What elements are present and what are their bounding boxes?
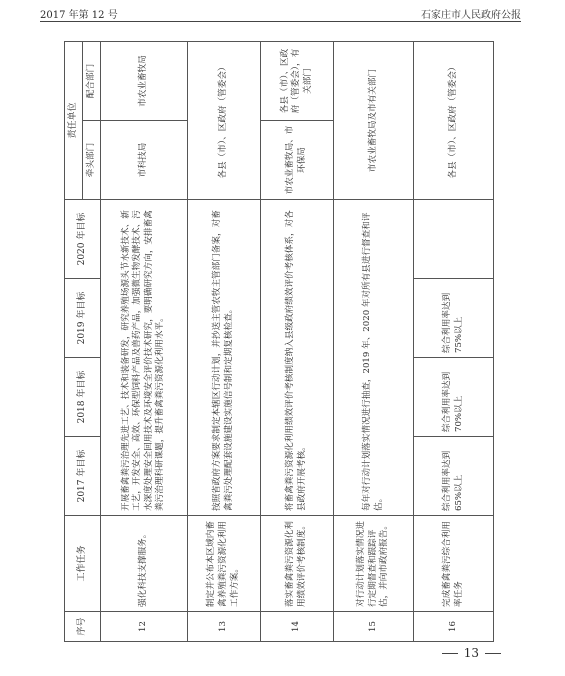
row-2019: 综合利用率达到75%以上: [414, 279, 494, 358]
table-row: [187, 41, 260, 641]
row-seq: 12: [101, 612, 188, 642]
page-number-dash-left: [442, 653, 458, 654]
row-coop: 市农业畜牧局: [101, 41, 188, 120]
page-number-value: 13: [463, 646, 479, 660]
task-table: [64, 41, 494, 642]
header-2020: 2020 年目标: [65, 200, 101, 279]
table-row: [260, 41, 333, 641]
row-2017: 综合利用率达到65%以上: [414, 437, 494, 516]
header-responsibility: 责任单位: [65, 41, 83, 199]
row-lead: 各县（市）、区政府（管委会）: [414, 41, 494, 199]
row-lead: 市科技局: [101, 121, 188, 200]
row-lead: 各县（市）、区政府（管委会）: [187, 41, 260, 199]
page-number: [442, 646, 501, 660]
row-task: 对行动计划落实情况进行定期督查和跟踪评估，并向市政府报告。: [334, 516, 414, 612]
header-coop: 配合部门: [83, 41, 101, 120]
header-seq: 序号: [65, 612, 101, 642]
header-lead: 牵头部门: [83, 121, 101, 200]
row-seq: 14: [260, 612, 333, 642]
header-2018: 2018 年目标: [65, 358, 101, 437]
row-coop: 各县（市）、区政府（管委会），有关部门: [260, 41, 333, 120]
header-2017: 2017 年目标: [65, 437, 101, 516]
row-task: 落实畜禽粪污资源化利用绩效评价考核制度。: [260, 516, 333, 612]
header-rule: [40, 21, 521, 22]
table-row: [101, 41, 188, 641]
table-row: [414, 41, 494, 641]
row-seq: 13: [187, 612, 260, 642]
row-2020: [414, 200, 494, 279]
publication-title: 石家庄市人民政府公报: [421, 10, 521, 21]
row-seq: 16: [414, 612, 494, 642]
row-lead: 市农业畜牧局、市环保局: [260, 121, 333, 200]
row-goal: 开展畜禽粪污治理先进工艺、技术和装备研发，研究养殖场源头节水新技术、新工艺，开发安全、高效、环保型饲料产品及兽药产品，加强微生物发酵技术、污水深度处理安全回用技术及环境安全评价技术研究，要明确研究方向，安排畜禽粪污治理科研课题，提升畜禽粪污资源化利用水平。: [101, 200, 188, 516]
row-task: 完成畜禽粪污综合利用率任务: [414, 516, 494, 612]
row-seq: 15: [334, 612, 414, 642]
row-2018: 综合利用率达到70%以上: [414, 358, 494, 437]
row-lead: 市农业畜牧局及市有关部门: [334, 41, 414, 199]
rotated-table-container: [64, 42, 494, 642]
row-goal: 每年对行动计划落实情况进行抽查，2019 年、2020 年对所有县进行督查和评估。: [334, 200, 414, 516]
page-number-dash-right: [485, 653, 501, 654]
header-task: 工作任务: [65, 516, 101, 612]
row-task: 强化科技支撑服务。: [101, 516, 188, 612]
row-task: 制定并公布本区域内畜禽养殖粪污资源化利用工作方案。: [187, 516, 260, 612]
row-goal: 按照省政府方案要求制定本辖区行动计划，并抄送主管农牧主管部门备案，对畜禽粪污处理配套设施建设实施信号制和定期复核检查。: [187, 200, 260, 516]
row-goal: 将畜禽粪污资源化利用绩效评价考核制度纳入县级政府绩效评价考核体系，对各县政府开展考核。: [260, 200, 333, 516]
issue-number: 2017 年第 12 号: [40, 10, 118, 21]
table-row: [334, 41, 414, 641]
header-2019: 2019 年目标: [65, 279, 101, 358]
